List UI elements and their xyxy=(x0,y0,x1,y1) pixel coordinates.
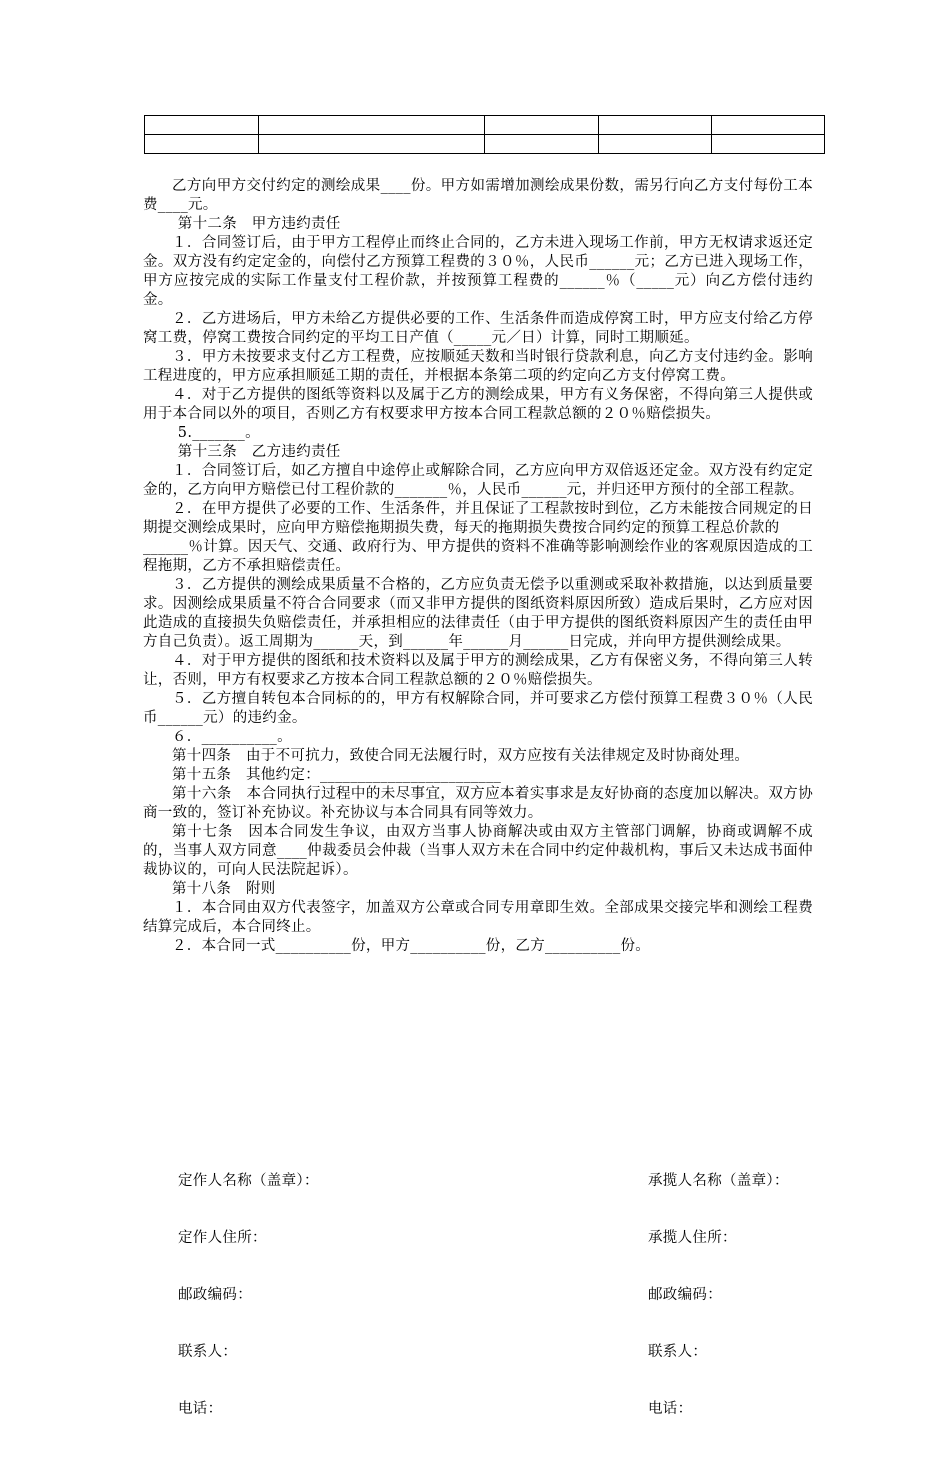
client-name-label: 定作人名称（盖章）： xyxy=(178,1173,319,1189)
table-cell xyxy=(145,116,259,135)
contractor-name-label: 承揽人名称（盖章）： xyxy=(648,1173,789,1189)
article-13-item-3: ３．乙方提供的测绘成果质量不合格的，乙方应负责无偿予以重测或采取补救措施，以达到质量要求。因测绘成果质量不符合合同要求（而又非甲方提供的图纸资料原因所致）造成后果时，乙方应对因此造成的直接损失负赔偿责任，并承担相应的法律责任（由于甲方提供的图纸资料原因产生的责任由甲方自己负责）。返工周期为______天，到______年______月______日完成，并向甲方提供测绘成果。 xyxy=(143,577,813,650)
table-cell xyxy=(599,116,712,135)
client-postcode-label: 邮政编码： xyxy=(178,1287,252,1303)
article-15: 第十五条 其他约定：________________________ xyxy=(172,767,502,783)
table-row xyxy=(145,116,825,135)
article-13-item-6: ６．__________。 xyxy=(172,729,292,745)
contractor-phone-label: 电话： xyxy=(648,1401,693,1417)
article-12-item-5: 5._______。 xyxy=(177,425,260,441)
article-12-item-3: ３．甲方未按要求支付乙方工程费，应按顺延天数和当时银行贷款利息，向乙方支付违约金。影响工程进度的，甲方应承担顺延工期的责任，并根据本条第二项的约定向乙方支付停窝工费。 xyxy=(143,349,813,384)
contractor-signature-block xyxy=(648,1134,789,1457)
table-cell xyxy=(485,135,599,154)
client-signature-block xyxy=(178,1134,319,1457)
article-18-item-2: ２．本合同一式__________份，甲方__________份，乙方__________份。 xyxy=(172,938,651,954)
table-cell xyxy=(712,116,825,135)
article-12-item-4: ４．对于乙方提供的图纸等资料以及属于乙方的测绘成果，甲方有义务保密，不得向第三人提供或用于本合同以外的项目，否则乙方有权要求甲方按本合同工程款总额的２０％赔偿损失。 xyxy=(143,387,813,422)
contractor-postcode-label: 邮政编码： xyxy=(648,1287,722,1303)
client-contact-label: 联系人： xyxy=(178,1344,238,1360)
contractor-contact-label: 联系人： xyxy=(648,1344,708,1360)
table-row xyxy=(145,135,825,154)
table-cell xyxy=(599,135,712,154)
delivery-clause: 乙方向甲方交付约定的测绘成果____份。甲方如需增加测绘成果份数，需另行向乙方支付每份工本费____元。 xyxy=(143,178,813,213)
table-cell xyxy=(259,135,485,154)
article-13-item-4: ４．对于甲方提供的图纸和技术资料以及属于甲方的测绘成果，乙方有保密义务，不得向第三人转让，否则，甲方有权要求乙方按本合同工程款总额的２０％赔偿损失。 xyxy=(143,653,813,688)
article-13-item-2: ２．在甲方提供了必要的工作、生活条件，并且保证了工程款按时到位，乙方未能按合同规定的日期提交测绘成果时，应向甲方赔偿拖期损失费，每天的拖期损失费按合同约定的预算工程总价款的 ______％计算。因天气、交通、政府行为、甲方提供的资料不准确等影响测绘作业的客观原因造成的工程拖期，乙方不承担赔偿责任。 xyxy=(143,501,813,574)
article-16: 第十六条 本合同执行过程中的未尽事宜，双方应本着实事求是友好协商的态度加以解决。双方协商一致的，签订补充协议。补充协议与本合同具有同等效力。 xyxy=(143,786,813,821)
table-cell xyxy=(259,116,485,135)
article-12-heading: 第十二条 甲方违约责任 xyxy=(177,216,341,232)
blank-table xyxy=(144,115,825,154)
table-cell xyxy=(485,116,599,135)
table-cell xyxy=(712,135,825,154)
article-13-heading: 第十三条 乙方违约责任 xyxy=(177,444,341,460)
client-phone-label: 电话： xyxy=(178,1401,223,1417)
article-18-item-1: １．本合同由双方代表签字，加盖双方公章或合同专用章即生效。全部成果交接完毕和测绘工程费结算完成后，本合同终止。 xyxy=(143,900,813,935)
article-13-item-5: ５．乙方擅自转包本合同标的的，甲方有权解除合同，并可要求乙方偿付预算工程费３０％（人民币______元）的违约金。 xyxy=(143,691,813,726)
article-18-heading: 第十八条 附则 xyxy=(172,881,276,897)
article-12-item-1: １．合同签订后，由于甲方工程停止而终止合同的，乙方未进入现场工作前，甲方无权请求返还定金。双方没有约定定金的，向偿付乙方预算工程费的３０％，人民币______元；乙方已进入现场工作，甲方应按完成的实际工作量支付工程价款，并按预算工程费的______％（_____元）向乙方偿付违约金。 xyxy=(143,235,813,308)
article-12-item-2: ２．乙方进场后，甲方未给乙方提供必要的工作、生活条件而造成停窝工时，甲方应支付给乙方停窝工费，停窝工费按合同约定的平均工日产值（_____元／日）计算，同时工期顺延。 xyxy=(143,311,813,346)
article-14: 第十四条 由于不可抗力，致使合同无法履行时，双方应按有关法律规定及时协商处理。 xyxy=(172,748,750,764)
table-cell xyxy=(145,135,259,154)
contractor-address-label: 承揽人住所： xyxy=(648,1230,737,1246)
client-address-label: 定作人住所： xyxy=(178,1230,267,1246)
article-17: 第十七条 因本合同发生争议，由双方当事人协商解决或由双方主管部门调解，协商或调解不成的，当事人双方同意____仲裁委员会仲裁（当事人双方未在合同中约定仲裁机构，事后又未达成书面仲裁协议的，可向人民法院起诉）。 xyxy=(143,824,813,878)
article-13-item-1: １．合同签订后，如乙方擅自中途停止或解除合同，乙方应向甲方双倍返还定金。双方没有约定定金的，乙方向甲方赔偿已付工程价款的_______％，人民币______元，并归还甲方预付的全部工程款。 xyxy=(143,463,813,498)
contract-body xyxy=(143,177,813,956)
